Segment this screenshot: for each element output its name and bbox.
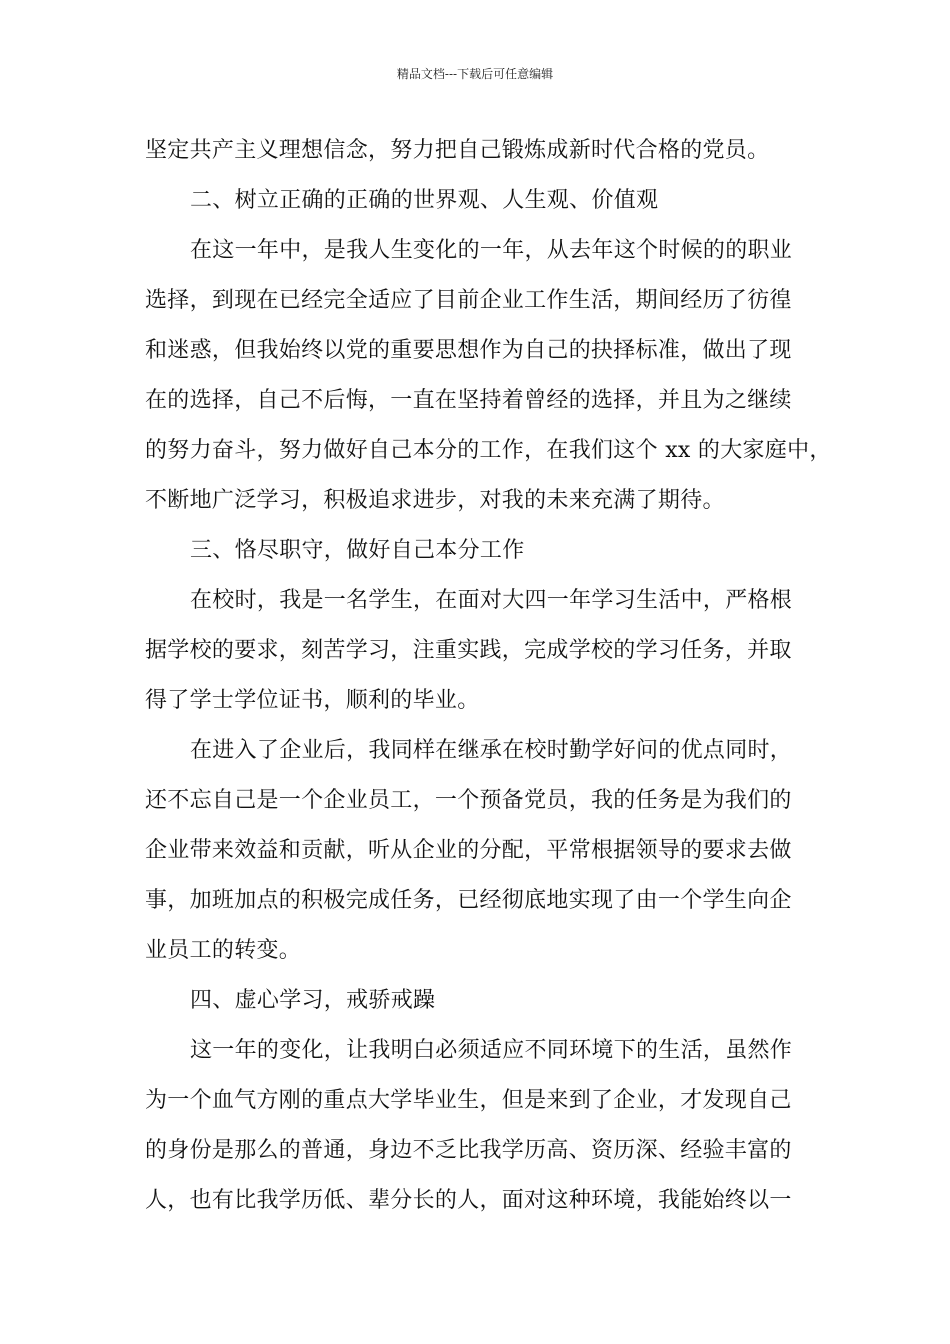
text-line: 还不忘自己是一个企业员工，一个预备党员，我的任务是为我们的 (145, 788, 792, 813)
section-heading: 四、虚心学习，戒骄戒躁 (190, 988, 436, 1013)
text-line: 企业带来效益和贡献，听从企业的分配，平常根据领导的要求去做 (145, 838, 792, 863)
text-line: 事，加班加点的积极完成任务，已经彻底地实现了由一个学生向企 (145, 888, 792, 913)
text-line: 坚定共产主义理想信念，努力把自己锻炼成新时代合格的党员。 (145, 138, 770, 163)
text-line: 得了学士学位证书，顺利的毕业。 (145, 688, 480, 713)
text-line: 和迷惑，但我始终以党的重要思想作为自己的抉择标准，做出了现 (145, 338, 792, 363)
text-line: 这一年的变化，让我明白必须适应不同环境下的生活，虽然作 (190, 1038, 793, 1063)
text-line: 在校时，我是一名学生，在面对大四一年学习生活中，严格根 (190, 588, 793, 613)
text-line: 为一个血气方刚的重点大学毕业生，但是来到了企业，才发现自己 (145, 1088, 792, 1113)
text-line: 在这一年中，是我人生变化的一年，从去年这个时候的的职业 (190, 238, 793, 263)
text-line: 人，也有比我学历低、辈分长的人，面对这种环境，我能始终以一 (145, 1188, 792, 1213)
text-line: 的努力奋斗，努力做好自己本分的工作，在我们这个 xx 的大家庭中， (145, 438, 832, 463)
text-line: 在进入了企业后，我同样在继承在校时勤学好问的优点同时， (190, 738, 793, 763)
text-line: 在的选择，自己不后悔，一直在坚持着曾经的选择，并且为之继续 (145, 388, 792, 413)
text-line: 据学校的要求，刻苦学习，注重实践，完成学校的学习任务，并取 (145, 638, 792, 663)
section-heading: 二、树立正确的正确的世界观、人生观、价值观 (190, 188, 659, 213)
text-line: 业员工的转变。 (145, 938, 302, 963)
text-line: 的身份是那么的普通，身边不乏比我学历高、资历深、经验丰富的 (145, 1138, 792, 1163)
section-heading: 三、恪尽职守，做好自己本分工作 (190, 538, 525, 563)
text-line: 选择，到现在已经完全适应了目前企业工作生活，期间经历了彷徨 (145, 288, 792, 313)
page-header: 精品文档---下载后可任意编辑 (396, 67, 554, 81)
text-line: 不断地广泛学习，积极追求进步，对我的未来充满了期待。 (145, 488, 725, 513)
